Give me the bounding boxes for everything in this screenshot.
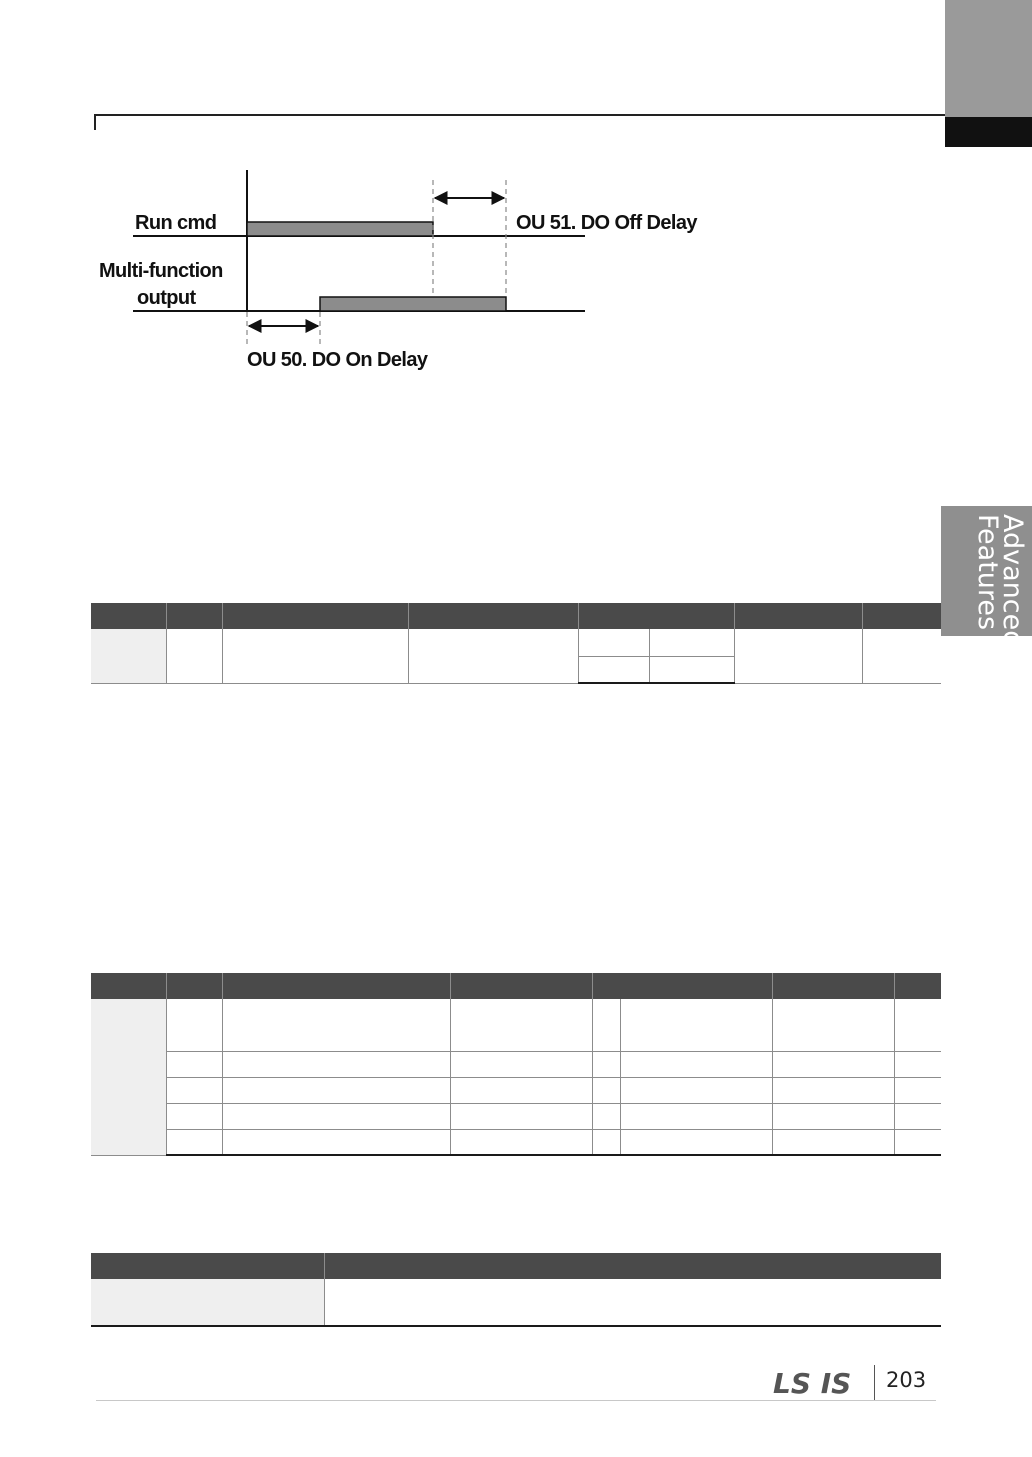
section-tab-label	[949, 514, 1028, 648]
timing-diagram	[90, 160, 730, 390]
ls-is-logo	[773, 1363, 859, 1399]
table-1-header-cell	[862, 603, 941, 629]
footer-separator	[874, 1365, 875, 1401]
table-cell	[772, 1129, 894, 1155]
table-cell	[620, 1051, 772, 1077]
ls-is-logo-text: LS IS	[773, 1367, 852, 1399]
table-cell	[772, 1077, 894, 1103]
mfo-label-line1: Multi-function	[99, 260, 223, 282]
footer-rule	[96, 1400, 936, 1401]
table-2-group-cell	[91, 999, 166, 1155]
table-cell	[222, 1051, 450, 1077]
table-cell	[592, 1077, 620, 1103]
parameter-table-3	[91, 1253, 941, 1327]
mfo-pulse	[320, 297, 506, 311]
table-cell	[166, 999, 222, 1051]
table-cell	[592, 999, 620, 1051]
parameter-table-1	[91, 603, 941, 684]
table-3-header	[91, 1253, 941, 1279]
chapter-tab-black	[945, 117, 1032, 147]
table-cell	[894, 1103, 941, 1129]
table-1-header-cell	[91, 603, 166, 629]
table-1-header-cell	[222, 603, 408, 629]
table-cell	[166, 1077, 222, 1103]
run-cmd-label: Run cmd	[135, 212, 217, 234]
table-3-group-cell	[91, 1279, 324, 1326]
table-cell	[620, 999, 772, 1051]
table-row	[91, 1279, 941, 1326]
table-2-header	[91, 973, 941, 999]
table-row	[91, 1129, 941, 1155]
section-tab-line2: Features	[972, 514, 1003, 631]
table-row	[91, 999, 941, 1051]
table-cell	[408, 629, 578, 683]
table-cell	[772, 1103, 894, 1129]
table-cell	[450, 999, 592, 1051]
table-cell	[222, 1129, 450, 1155]
table-cell	[578, 656, 649, 683]
run-cmd-pulse	[247, 222, 433, 236]
table-cell	[166, 629, 222, 683]
table-1-header-cell	[578, 603, 734, 629]
table-cell	[222, 629, 408, 683]
table-cell	[734, 629, 862, 683]
table-1-header-cell	[734, 603, 862, 629]
ls-is-logo-svg	[773, 1363, 859, 1399]
on-delay-label: OU 50. DO On Delay	[247, 349, 428, 371]
page-number: 203	[886, 1368, 927, 1392]
table-cell	[592, 1051, 620, 1077]
table-cell	[222, 1103, 450, 1129]
table-cell	[450, 1077, 592, 1103]
table-1-header	[91, 603, 941, 629]
table-1-group-cell	[91, 629, 166, 683]
table-2-header-cell	[222, 973, 450, 999]
table-cell	[592, 1103, 620, 1129]
table-2-header-cell	[894, 973, 941, 999]
table-cell	[894, 1129, 941, 1155]
table-row	[91, 1103, 941, 1129]
table-cell	[578, 629, 649, 656]
table-2-header-cell	[772, 973, 894, 999]
table-cell	[324, 1279, 941, 1326]
table-cell	[222, 1077, 450, 1103]
table-3-header-cell	[324, 1253, 941, 1279]
header-rule-tick	[94, 114, 96, 130]
table-cell	[450, 1129, 592, 1155]
table-cell	[649, 656, 734, 683]
table-cell	[894, 1077, 941, 1103]
table-2-header-cell	[592, 973, 772, 999]
table-cell	[620, 1077, 772, 1103]
table-cell	[894, 1051, 941, 1077]
section-tab-line1: Advanced	[997, 514, 1028, 648]
table-cell	[166, 1103, 222, 1129]
table-row	[91, 629, 941, 656]
table-1-header-cell	[166, 603, 222, 629]
table-cell	[592, 1129, 620, 1155]
table-2-header-cell	[450, 973, 592, 999]
table-cell	[649, 629, 734, 656]
table-1-header-cell	[408, 603, 578, 629]
table-cell	[450, 1051, 592, 1077]
table-cell	[772, 1051, 894, 1077]
table-2-header-cell	[91, 973, 166, 999]
table-cell	[166, 1051, 222, 1077]
table-cell	[772, 999, 894, 1051]
table-cell	[166, 1129, 222, 1155]
table-row	[91, 1077, 941, 1103]
off-delay-label: OU 51. DO Off Delay	[516, 212, 697, 234]
table-3-header-cell	[91, 1253, 324, 1279]
table-cell	[222, 999, 450, 1051]
table-cell	[894, 999, 941, 1051]
mfo-label-line2: output	[137, 287, 196, 309]
header-rule	[94, 114, 945, 116]
section-tab	[941, 506, 1032, 648]
parameter-table-2	[91, 973, 941, 1156]
table-cell	[450, 1103, 592, 1129]
table-2-header-cell	[166, 973, 222, 999]
table-cell	[620, 1103, 772, 1129]
table-row	[91, 1051, 941, 1077]
chapter-tab-grey	[945, 0, 1032, 117]
table-cell	[862, 629, 941, 683]
table-cell	[620, 1129, 772, 1155]
